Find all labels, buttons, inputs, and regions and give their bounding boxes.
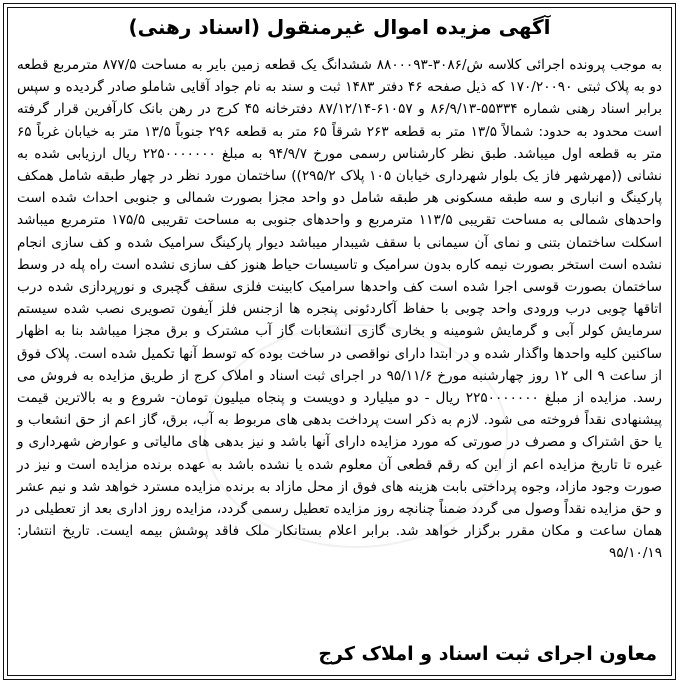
notice-frame [3, 3, 676, 680]
notice-signature: معاون اجرای ثبت اسناد و املاک کرج [318, 643, 657, 665]
notice-title: آگهی مزیده اموال غیرمنقول (اسناد رهنی) [128, 15, 551, 39]
notice-body: به موجب پرونده اجرائی کلاسه ش/۳۰۸۶-۸۸۰۰۰۹۳ ششدانگ یک قطعه زمین بایر به مساحت ۸۷۷/۵ مترمربع قطعه دو به پلاک ثبتی ۱۷۰/۲۰۰۹۰ که ذیل صفحه ۴۶ دفتر ۱۴۸۳ ثبت و سند به نام جواد آقایی شاملو صادر گردیده و سپس برابر اسناد رهنی شماره ۵۵۳۳۴-۸۶/۹/۱۳ و ۶۱۰۵۷-۸۷/۱۲/۱۴ دفترخانه ۴۵ کرج در رهن بانک کارآفرین قرار گرفته است محدود به حدود: شمالاً ۱۳/۵ متر به قطعه ۲۶۳ شرقاً ۶۵ متر به قطعه ۲۹۶ جنوباً ۱۳/۵ متر به خیابان غرباً ۶۵ متر به قطعه اول میباشد. طبق نظر کارشناس رسمی مورخ ۹۴/۹/۷ به مبلغ ۲۲۵۰۰۰۰۰۰۰ ریال ارزیابی شده به نشانی ((مهرشهر فاز یک بلوار شهرداری خیابان ۱۰۵ پلاک ۲۹۵/۲)) ساختمان مورد نظر در چهار طبقه شامل همکف پارکینگ و انباری و سه طبقه مسکونی هر طبقه شامل دو واحد مجزا بصورت شمالی و جنوبی احداث شده است واحدهای شمالی به مساحت تقریبی ۱۱۳/۵ مترمربع و واحدهای جنوبی به مساحت تقریبی ۱۷۵/۵ مترمربع میباشد اسکلت ساختمان بتنی و نمای آن سیمانی با سقف شیبدار میباشد دیوار پارکینگ سرامیک شده و کف سازی انجام نشده است استخر بصورت نیمه کاره بدون سرامیک و تاسیسات حیاط هنوز کف سازی نشده است راه پله در وسط ساختمان بصورت قوسی اجرا شده است کف واحدها سرامیک کابینت فلزی سقف گچبری و نورپردازی شده درب اتاقها چوبی درب ورودی واحد چوبی با حفاظ آکاردئونی پنجره ها ازجنس فلز آیفون تصویری نصب شده سیستم سرمایش کولر آبی و گرمایش شومینه و بخاری گازی انشعابات گاز آب مشترک و برق مجزا میباشد بنا به اظهار ساکنین کلیه واحدها واگذار شده و در ابتدا دارای نواقصی در ساخت بوده که توسط آنها تکمیل شده است. پلاک فوق از ساعت ۹ الی ۱۲ روز چهارشنبه مورخ ۹۵/۱۱/۶ در اجرای ثبت اسناد و املاک کرج از طریق مزایده به فروش می رسد. مزایده از مبلغ ۲۲۵۰۰۰۰۰۰۰ ریال - دو میلیارد و دویست و پنجاه میلیون تومان- شروع و به بالاترین قیمت پیشنهادی نقداً فروخته می شود. لازم به ذکر است پرداخت بدهی های مربوط به آب، برق، گاز اعم از حق انشعاب و یا حق اشتراک و مصرف در صورتی که مورد مزایده دارای آنها باشد و نیز بدهی های مالیاتی و عوارض شهرداری و غیره تا تاریخ مزایده اعم از این که رقم قطعی آن معلوم شده یا نشده باشد به عهده برنده مزایده است و نیز در صورت وجود مازاد، وجوه پرداختی بابت هزینه های فوق از محل مازاد به برنده مزایده مسترد خواهد شد و نیم عشر و حق مزایده نقداً وصول می گردد ضمناً چنانچه روز مزایده تعطیل رسمی گردد، مزایده روز اداری بعد از تعطیلی در همان ساعت و مکان مقرر برگزار خواهد شد. برابر اعلام بستانکار ملک فاقد پوشش بیمه ایست. تاریخ انتشار: ۹۵/۱۰/۱۹ [17, 57, 662, 562]
